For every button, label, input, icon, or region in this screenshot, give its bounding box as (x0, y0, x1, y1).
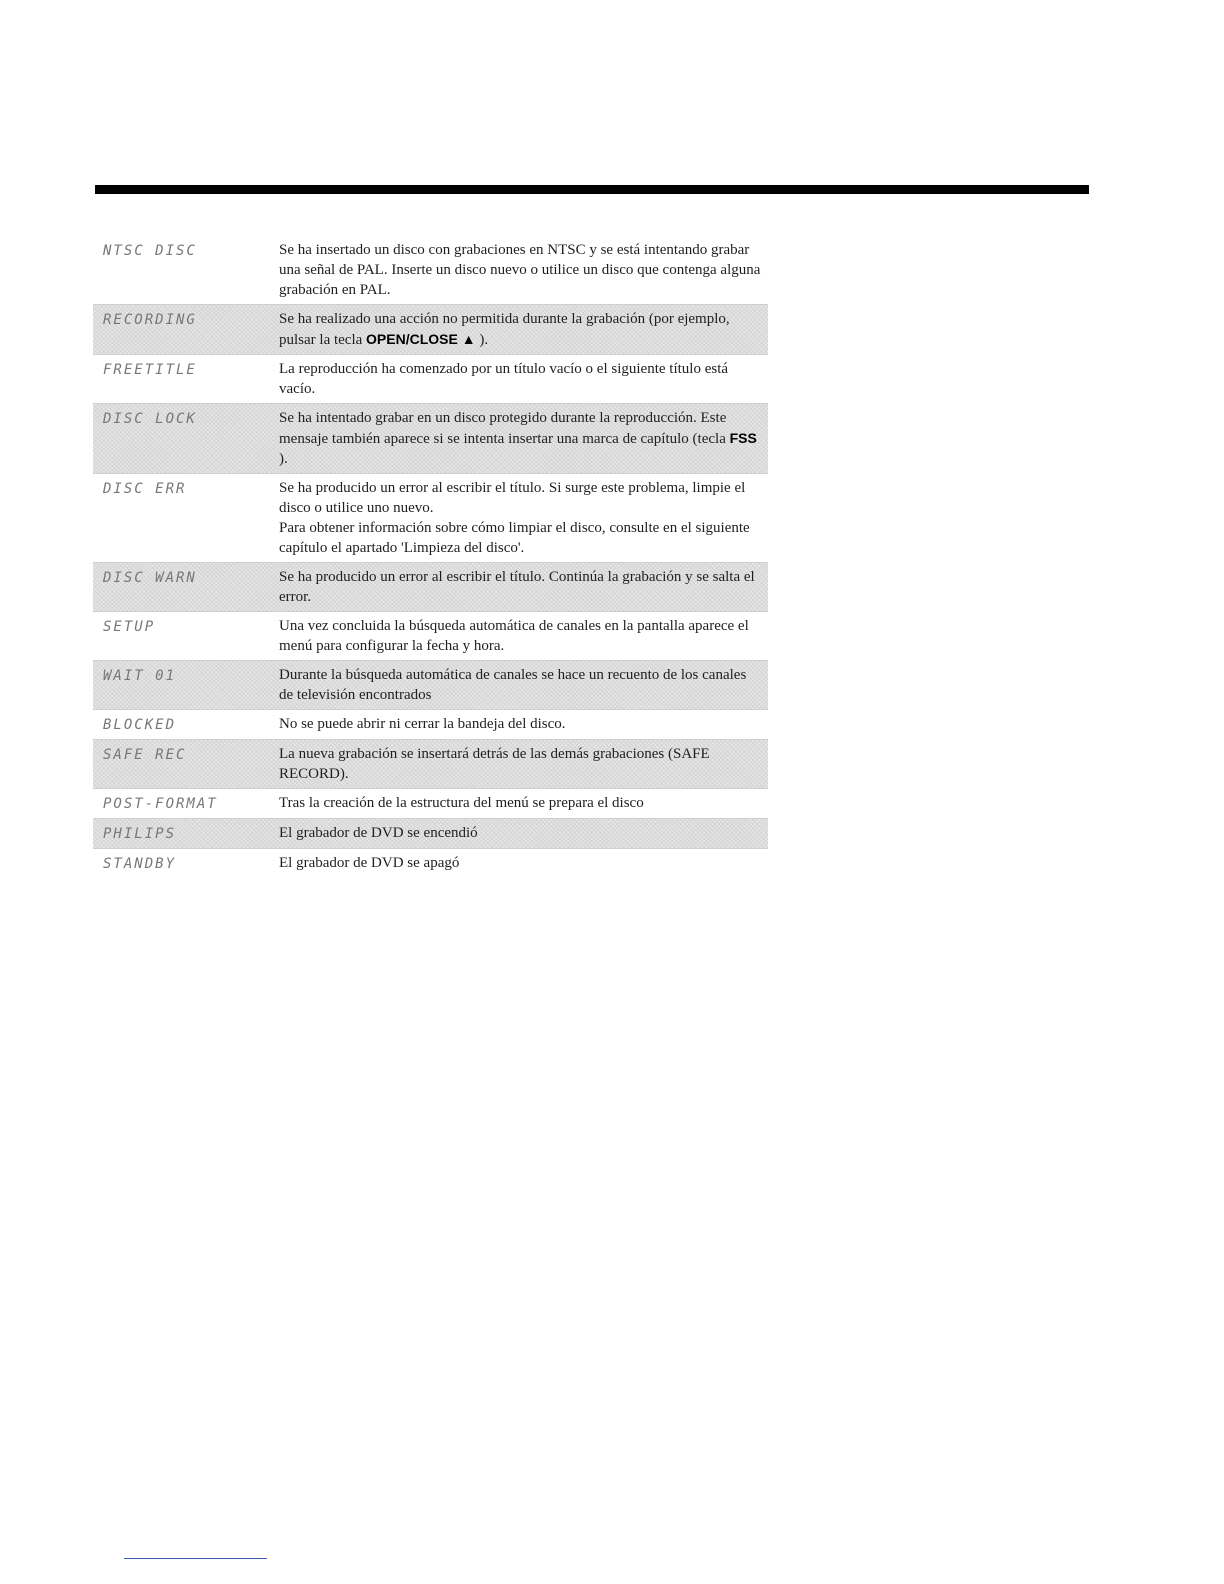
display-messages-table (93, 236, 768, 878)
message-row (93, 818, 768, 849)
message-row (93, 403, 768, 474)
display-code: FREETITLE (103, 362, 197, 378)
description-text: Se ha realizado una acción no permitida durante la grabación (por ejemplo, pulsar la tecla (279, 311, 730, 348)
description-text: Tras la creación de la estructura del menú se prepara el disco (279, 795, 644, 811)
description-text: No se puede abrir ni cerrar la bandeja del disco. (279, 716, 566, 732)
message-description (279, 823, 768, 843)
key-label: OPEN/CLOSE ▲ (366, 331, 476, 347)
message-row (93, 710, 768, 739)
display-code: NTSC DISC (103, 243, 197, 259)
message-row (93, 849, 768, 878)
message-row (93, 660, 768, 710)
description-text: El grabador de DVD se apagó (279, 855, 460, 871)
description-text: Se ha producido un error al escribir el título. Si surge este problema, limpie el disco o utilice uno nuevo. (279, 480, 746, 516)
message-row (93, 236, 768, 304)
description-text: ). (475, 332, 489, 348)
message-row (93, 612, 768, 660)
description-text: Se ha producido un error al escribir el título. Continúa la grabación y se salta el error. (279, 569, 755, 605)
message-row (93, 562, 768, 612)
description-text: La reproducción ha comenzado por un título vacío o el siguiente título está vacío. (279, 361, 729, 397)
display-code: POST-FORMAT (103, 796, 218, 812)
message-description (279, 408, 768, 469)
description-text: Una vez concluida la búsqueda automática de canales en la pantalla aparece el menú para configurar la fecha y hora. (279, 618, 749, 654)
display-code: SAFE REC (103, 747, 187, 763)
message-row (93, 739, 768, 789)
message-row (93, 474, 768, 562)
message-row (93, 789, 768, 818)
display-code: DISC ERR (103, 481, 187, 497)
message-description (279, 853, 768, 873)
footnote-rule (124, 1558, 267, 1559)
message-row (93, 304, 768, 355)
display-code: RECORDING (103, 312, 197, 328)
description-text: El grabador de DVD se encendió (279, 825, 478, 841)
message-description (279, 478, 768, 558)
section-divider-bar (95, 185, 1089, 194)
display-code: DISC LOCK (103, 411, 197, 427)
message-description (279, 793, 768, 813)
description-text: Durante la búsqueda automática de canales se hace un recuento de los canales de televisión encontrados (279, 667, 747, 703)
display-code: STANDBY (103, 856, 177, 872)
display-code: BLOCKED (103, 717, 177, 733)
message-description (279, 744, 768, 784)
description-text: ). (279, 451, 288, 467)
description-text: Se ha intentado grabar en un disco protegido durante la reproducción. Este mensaje también aparece si se intenta insertar una marca de capítulo (tecla (279, 410, 730, 447)
message-description (279, 359, 768, 399)
key-label: FSS (729, 430, 757, 446)
message-row (93, 355, 768, 403)
description-text: La nueva grabación se insertará detrás de las demás grabaciones (SAFE RECORD). (279, 746, 710, 782)
display-code: PHILIPS (103, 826, 177, 842)
description-text: Se ha insertado un disco con grabaciones en NTSC y se está intentando grabar una señal de PAL. Inserte un disco nuevo o utilice un disco que contenga alguna grabación en PAL. (279, 242, 761, 298)
message-description (279, 714, 768, 734)
message-description (279, 309, 768, 350)
display-code: WAIT 01 (103, 668, 177, 684)
message-description (279, 567, 768, 607)
message-description (279, 665, 768, 705)
display-code: DISC WARN (103, 570, 197, 586)
message-description (279, 616, 768, 656)
message-description (279, 240, 768, 300)
description-text: Para obtener información sobre cómo limpiar el disco, consulte en el siguiente capítulo el apartado 'Limpieza del disco'. (279, 520, 750, 556)
display-code: SETUP (103, 619, 156, 635)
